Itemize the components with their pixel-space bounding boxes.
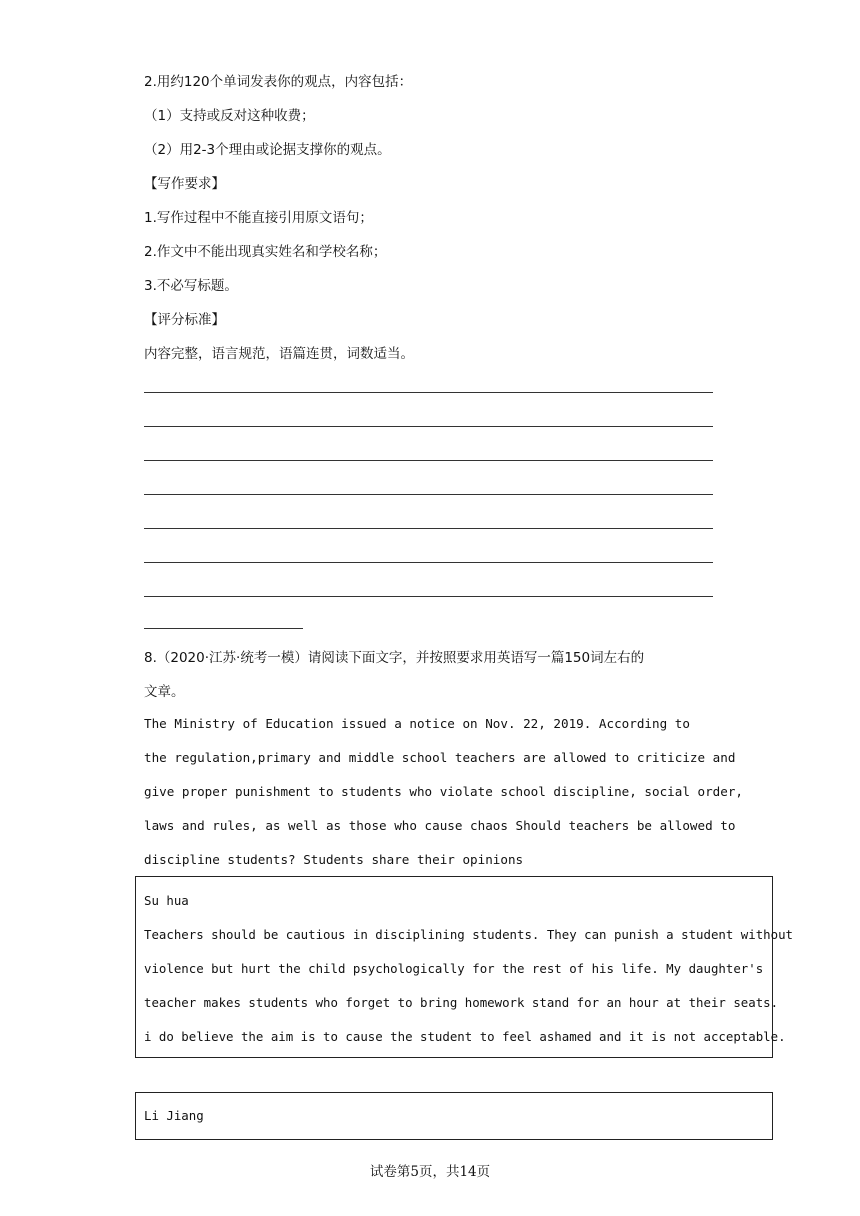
opinion-line: Teachers should be cautious in disciplining students. They can punish a student without xyxy=(144,927,794,942)
requirement-3: 3.不必写标题。 xyxy=(144,278,238,294)
instruction-line-3: （2）用2-3个理由或论据支撑你的观点。 xyxy=(144,142,391,158)
opinion-author: Li Jiang xyxy=(144,1108,204,1123)
passage-line: the regulation,primary and middle school teachers are allowed to criticize and xyxy=(144,750,736,765)
opinion-author: Su hua xyxy=(144,893,189,908)
passage-line: give proper punishment to students who violate school discipline, social order, xyxy=(144,784,743,799)
answer-line[interactable] xyxy=(144,460,713,461)
answer-line[interactable] xyxy=(144,426,713,427)
requirement-2: 2.作文中不能出现真实姓名和学校名称； xyxy=(144,244,387,260)
passage-line: laws and rules, as well as those who cause chaos Should teachers be allowed to xyxy=(144,818,736,833)
answer-line[interactable] xyxy=(144,596,713,597)
answer-line[interactable] xyxy=(144,494,713,495)
passage-line: discipline students? Students share their opinions xyxy=(144,852,524,867)
answer-line[interactable] xyxy=(144,528,713,529)
opinion-line: teacher makes students who forget to bring homework stand for an hour at their seats. xyxy=(144,995,779,1010)
question-8-prompt: 8.（2020·江苏·统考一模）请阅读下面文字，并按照要求用英语写一篇150词左右的 xyxy=(144,650,645,666)
instruction-line-2: （1）支持或反对这种收费； xyxy=(144,108,315,124)
scoring-criteria: 内容完整，语言规范，语篇连贯，词数适当。 xyxy=(144,346,414,362)
passage-line: The Ministry of Education issued a notice on Nov. 22, 2019. According to xyxy=(144,716,690,731)
opinion-line: violence but hurt the child psychologically for the rest of his life. My daughter's xyxy=(144,961,764,976)
opinion-box-li-jiang xyxy=(135,1092,773,1140)
page-number-footer: 试卷第5页，共14页 xyxy=(369,1164,491,1180)
instruction-line-1: 2.用约120个单词发表你的观点，内容包括： xyxy=(144,74,413,90)
answer-line[interactable] xyxy=(144,562,713,563)
writing-requirements-heading: 【写作要求】 xyxy=(144,176,225,192)
opinion-line: i do believe the aim is to cause the student to feel ashamed and it is not acceptable. xyxy=(144,1029,786,1044)
answer-line[interactable] xyxy=(144,392,713,393)
scoring-heading: 【评分标准】 xyxy=(144,312,225,328)
requirement-1: 1.写作过程中不能直接引用原文语句； xyxy=(144,210,373,226)
question-8-prompt-cont: 文章。 xyxy=(144,684,185,700)
opinion-box-su-hua xyxy=(135,876,794,1058)
answer-line-short[interactable] xyxy=(144,628,303,629)
